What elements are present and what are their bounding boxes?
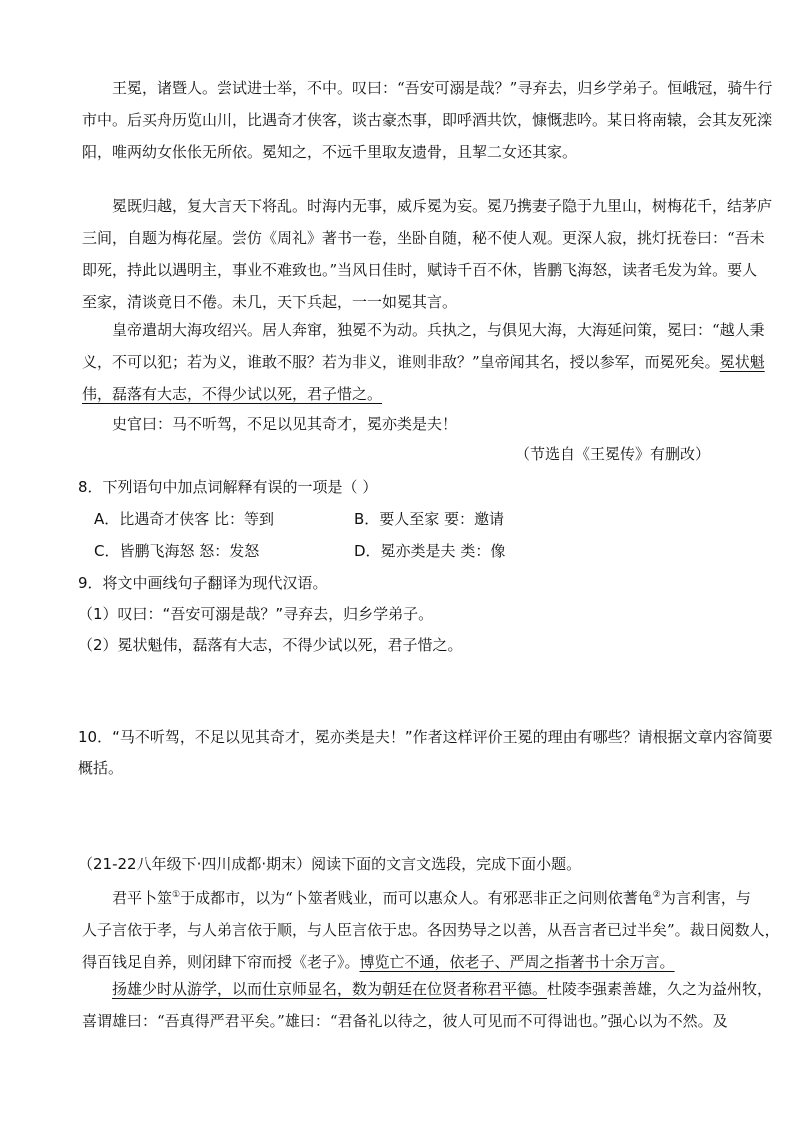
underlined-sentence: 博览亡不通，依老子、严周之指著书十余万言。 — [359, 953, 675, 971]
text-segment: 得百钱足自养，则闭肆下帘而授《老子》。 — [82, 953, 360, 971]
footnote-marker: ② — [652, 890, 661, 900]
text-line: 冕既归越，复大言天下将乱。时海内无事，威斥冕为妄。冕乃携妻子隐于九里山，树梅花千，结茅庐 — [112, 197, 773, 215]
passage2-paragraph-1 — [82, 879, 780, 978]
question-10-line-2: 概括。 — [78, 759, 124, 777]
question-9-stem: 9．将文中画线句子翻译为现代汉语。 — [78, 574, 328, 592]
text-line: 喜谓雄曰：“吾真得严君平矣。”雄曰：“君备礼以待之，彼人可见而不可得诎也。”强心以为不然。及 — [82, 1012, 728, 1030]
underlined-sentence-part: 伟，磊落有大志，不得少试以死，君子惜之。 — [82, 385, 383, 403]
text-line: 人子言依于孝，与人弟言依于顺，与人臣言依于忠。各因势导之以善，从吾言者已过半矣”。裁日阅数人， — [82, 921, 780, 939]
text-line — [82, 879, 751, 914]
underlined-sentence-part: 冕状魁 — [719, 353, 765, 371]
text-line — [82, 973, 773, 1005]
text-line: 皇帝遣胡大海攻绍兴。居人奔窜，独冕不为动。兵执之，与俱见大海，大海延问策，冕曰：“越人秉 — [112, 321, 765, 339]
passage2-paragraph-2 — [82, 973, 773, 1037]
text-line — [82, 346, 765, 378]
text-line: 阳，唯两幼女伥伥无所依。冕知之，不远千里取友遗骨，且挈二女还其家。 — [82, 143, 578, 161]
text-line: 三间，自题为梅花屋。尝仿《周礼》著书一卷，坐卧自随，秘不使人观。更深人寂，挑灯抚卷曰：“吾未 — [82, 229, 765, 247]
text-segment: 杜陵李强素善雄，久之为益州牧， — [547, 980, 773, 998]
footnote-marker: ① — [172, 890, 181, 900]
text-segment: 义，不可以犯；若为义，谁敢不服？若为非义，谁则非敌？”皇帝闻其名，授以参军，而冕死矣。 — [82, 353, 720, 371]
text-line: 至家，清谈竟日不倦。未几，天下兵起，一一如冕其言。 — [82, 293, 458, 311]
text-line: 市中。后买舟历览山川，比遇奇才侠客，谈古豪杰事，即呼酒共饮，慷慨悲吟。某日将南辕，会其友死滦 — [82, 111, 773, 129]
question-8-option-b[interactable]: B．要人至家 要：邀请 — [354, 510, 505, 528]
question-8-option-c[interactable]: C．皆鹏飞海怒 怒：发怒 — [94, 542, 260, 560]
underlined-sentence: 扬雄少时从游学，以而仕京师显名，数为朝廷在位贤者称君平德。 — [112, 980, 548, 998]
text-line: 王冕，诸暨人。尝试进士举，不中。叹曰：“吾安可溺是哉？”寻弃去，归乡学弟子。恒峨冠，骑牛行 — [112, 79, 773, 97]
text-segment: 于成都市，以为“卜筮者贱业，而可以惠众人。有邪恶非正之问则依蓍龟 — [180, 889, 653, 907]
passage-source: （节选自《王冕传》有删改） — [514, 445, 710, 463]
passage1-paragraph-1 — [82, 72, 773, 168]
question-8-option-a[interactable]: A．比遇奇才侠客 比：等到 — [94, 510, 275, 528]
passage1-paragraph-4 — [82, 408, 714, 440]
text-line: 史官曰：马不听驾，不足以见其奇才，冕亦类是夫！ — [112, 415, 458, 433]
text-line: 即死，持此以遇明主，事业不难致也。”当风日佳时，赋诗千百不休，皆鹏飞海怒，读者毛发为耸。要人 — [82, 261, 758, 279]
passage1-paragraph-2 — [82, 190, 773, 318]
question-9-sentence-2: （2）冕状魁伟，磊落有大志，不得少试以死，君子惜之。 — [78, 636, 463, 654]
passage1-paragraph-3 — [82, 314, 765, 410]
question-9-sentence-1: （1）叹曰：“吾安可溺是哉？”寻弃去，归乡学弟子。 — [78, 605, 434, 623]
question-8-stem: 8．下列语句中加点词解释有误的一项是（ ） — [78, 478, 378, 496]
text-line — [82, 378, 714, 410]
text-segment: 君平卜筮 — [112, 889, 173, 907]
question-8-option-d[interactable]: D．冕亦类是夫 类：像 — [354, 542, 506, 560]
passage2-intro: （21-22八年级下·四川成都·期末）阅读下面的文言文选段，完成下面小题。 — [78, 855, 582, 873]
text-segment: 为言利害，与 — [660, 889, 751, 907]
question-10-line-1: 10．“马不听驾，不足以见其奇才，冕亦类是夫！”作者这样评价王冕的理由有哪些？请根据文章内容简要 — [78, 728, 773, 746]
